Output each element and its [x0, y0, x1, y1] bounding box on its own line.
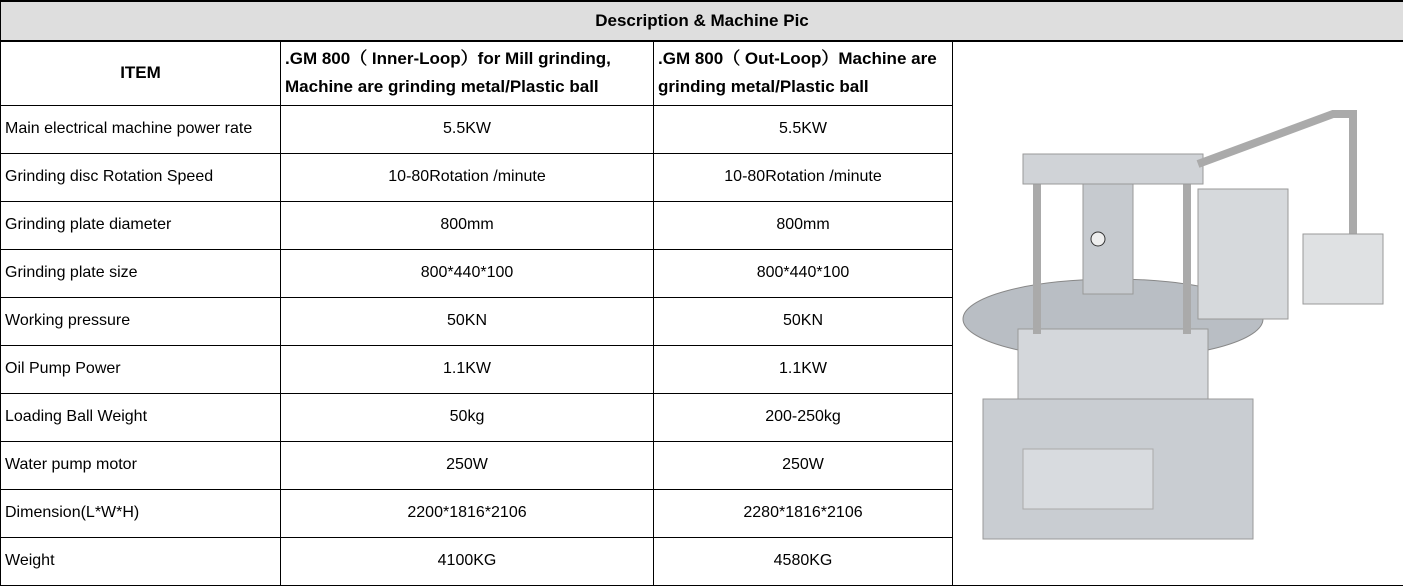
inner-loop-value: 800*440*100	[281, 249, 654, 297]
row-label: Grinding disc Rotation Speed	[1, 153, 281, 201]
inner-loop-value: 50KN	[281, 297, 654, 345]
out-loop-value: 50KN	[654, 297, 953, 345]
row-label: Main electrical machine power rate	[1, 105, 281, 153]
row-label: Dimension(L*W*H)	[1, 489, 281, 537]
row-label: Oil Pump Power	[1, 345, 281, 393]
header-out-loop: .GM 800（ Out-Loop）Machine are grinding metal/Plastic ball	[654, 41, 953, 105]
machine-picture	[953, 41, 1403, 585]
row-label: Grinding plate diameter	[1, 201, 281, 249]
out-loop-value: 5.5KW	[654, 105, 953, 153]
header-inner-loop: .GM 800（ Inner-Loop）for Mill grinding, Machine are grinding metal/Plastic ball	[281, 41, 654, 105]
row-label: Grinding plate size	[1, 249, 281, 297]
out-loop-value: 4580KG	[654, 537, 953, 585]
inner-loop-value: 250W	[281, 441, 654, 489]
header-item: ITEM	[1, 41, 281, 105]
out-loop-value: 800*440*100	[654, 249, 953, 297]
out-loop-value: 800mm	[654, 201, 953, 249]
out-loop-value: 10-80Rotation /minute	[654, 153, 953, 201]
row-label: Loading Ball Weight	[1, 393, 281, 441]
inner-loop-value: 5.5KW	[281, 105, 654, 153]
row-label: Working pressure	[1, 297, 281, 345]
out-loop-value: 1.1KW	[654, 345, 953, 393]
inner-loop-value: 50kg	[281, 393, 654, 441]
out-loop-value: 250W	[654, 441, 953, 489]
row-label: Weight	[1, 537, 281, 585]
row-label: Water pump motor	[1, 441, 281, 489]
inner-loop-value: 1.1KW	[281, 345, 654, 393]
grinding-machine-image	[953, 69, 1403, 549]
inner-loop-value: 10-80Rotation /minute	[281, 153, 654, 201]
inner-loop-value: 2200*1816*2106	[281, 489, 654, 537]
out-loop-value: 2280*1816*2106	[654, 489, 953, 537]
inner-loop-value: 800mm	[281, 201, 654, 249]
table-title: Description & Machine Pic	[1, 1, 1403, 41]
out-loop-value: 200-250kg	[654, 393, 953, 441]
inner-loop-value: 4100KG	[281, 537, 654, 585]
